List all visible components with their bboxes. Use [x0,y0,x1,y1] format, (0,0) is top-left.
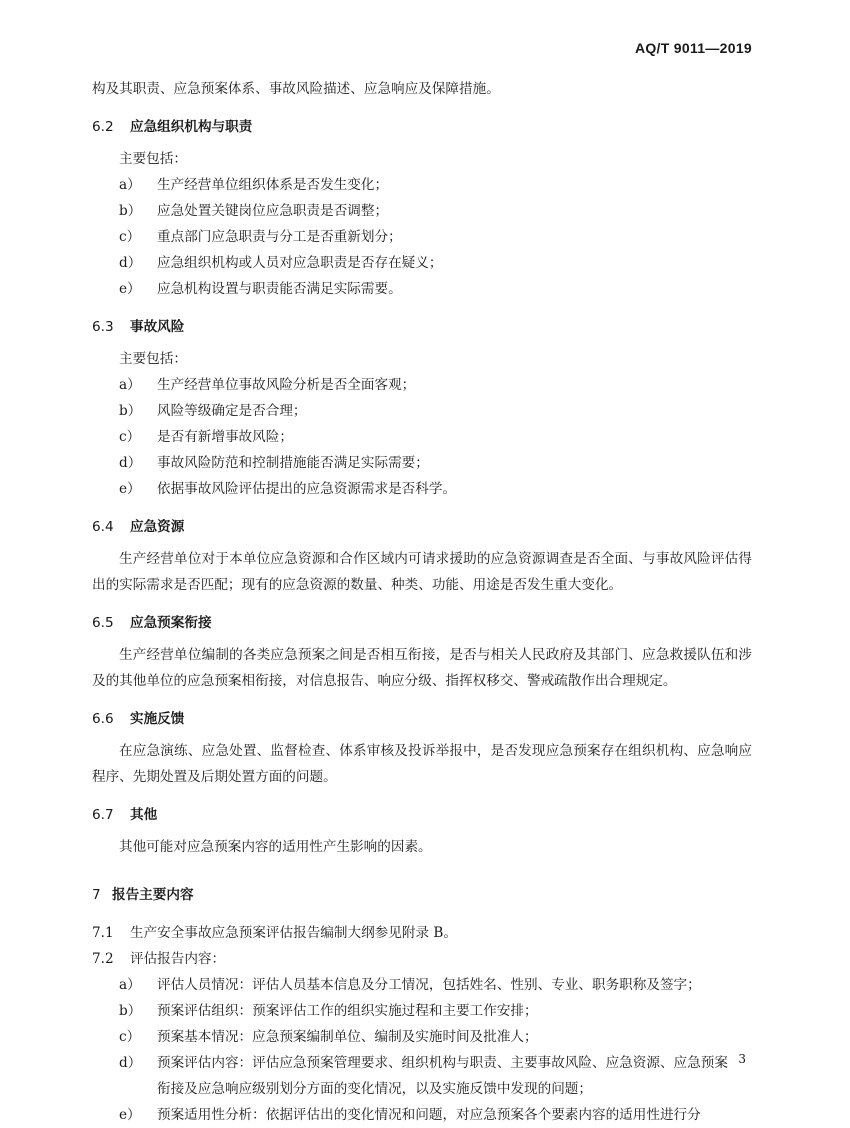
paragraph [92,834,752,860]
list-marker: b） [119,1003,142,1019]
list-item [92,450,752,476]
list-marker: b） [119,403,142,419]
list-marker: a） [119,177,141,193]
list-marker: c） [119,1029,141,1045]
heading-number: 6.3 [92,319,114,335]
list-item [92,276,752,302]
heading-title: 应急组织机构与职责 [130,119,253,135]
list-item [92,224,752,250]
list-item [92,476,752,502]
heading-title: 报告主要内容 [112,887,194,903]
paragraph-line: 险评估得出的实际需求是否匹配；现有的应急资源的数量、种类、功能、用途是否发生重大变化。 [92,551,752,593]
paragraph [92,642,752,694]
paragraph-line: 响应程序、先期处置及后期处置方面的问题。 [92,743,752,785]
heading-6-3 [92,314,752,340]
list-text: 重点部门应急职责与分工是否重新划分； [157,229,402,245]
list-item [92,250,752,276]
list-marker: d） [119,455,142,471]
list-item [92,1024,752,1050]
list-marker: e） [119,481,141,497]
clause-number: 7.1 [92,925,114,941]
list-marker: d） [119,1055,142,1071]
heading-number: 6.6 [92,711,114,727]
list-item [92,398,752,424]
heading-title: 应急资源 [130,519,185,535]
heading-title: 其他 [130,807,158,823]
heading-6-5 [92,610,752,636]
standard-code: AQ/T 9011—2019 [634,40,752,56]
list-text: 生产经营单位组织体系是否发生变化； [157,177,389,193]
intro-line: 主要包括： [119,151,187,167]
list-marker: e） [119,1107,141,1123]
list-text: 预案评估组织：预案评估工作的组织实施过程和主要工作安排； [157,1003,538,1019]
document-body [92,76,752,1128]
heading-number: 6.2 [92,119,114,135]
clause-7-2 [92,946,752,972]
continuation-line: 构及其职责、应急预案体系、事故风险描述、应急响应及保障措施。 [92,81,500,97]
list-text: 风险等级确定是否合理； [157,403,307,419]
list-text: 依据事故风险评估提出的应急资源需求是否科学。 [157,481,457,497]
list-text: 应急处置关键岗位应急职责是否调整； [157,203,389,219]
heading-6-6 [92,706,752,732]
heading-title: 应急预案衔接 [130,615,212,631]
heading-7 [92,882,752,908]
list-text: 应急组织机构或人员对应急职责是否存在疑义； [157,255,443,271]
paragraph-line: 生产经营单位编制的各类应急预案之间是否相互衔接，是否与相关人民政府及其部门、应急救援队 [119,647,711,663]
list-marker: c） [119,229,141,245]
list-text: 事故风险防范和控制措施能否满足实际需要； [157,455,429,471]
paragraph-line: 在应急演练、应急处置、监督检查、体系审核及投诉举报中，是否发现应急预案存在组织机构、应急 [119,743,725,759]
list-item [92,1050,752,1102]
list-marker: a） [119,977,141,993]
clause-text: 生产安全事故应急预案评估报告编制大纲参见附录 B。 [130,925,457,941]
list-item [92,1102,752,1128]
list-text: 是否有新增事故风险； [157,429,293,445]
list-item [92,198,752,224]
heading-number: 6.4 [92,519,114,535]
list-text: 预案基本情况：应急预案编制单位、编制及实施时间及批准人； [157,1029,538,1045]
heading-6-2 [92,114,752,140]
list-marker: a） [119,377,141,393]
list-text: 生产经营单位事故风险分析是否全面客观； [157,377,416,393]
page-number: 3 [738,1052,746,1066]
list-text: 评估人员情况：评估人员基本信息及分工情况，包括姓名、性别、专业、职务职称及签字； [157,977,701,993]
heading-title: 事故风险 [130,319,185,335]
list-text: 预案适用性分析：依据评估出的变化情况和问题，对应急预案各个要素内容的适用性进行分 [157,1107,701,1123]
heading-6-7 [92,802,752,828]
list-item [92,372,752,398]
paragraph-line: 其他可能对应急预案内容的适用性产生影响的因素。 [119,839,432,855]
list-text: 预案评估内容：评估应急预案管理要求、组织机构与职责、主要事故风险、应急资源、应急预案 [157,1055,728,1071]
clause-7-1 [92,920,752,946]
heading-number: 6.5 [92,615,114,631]
clause-text: 评估报告内容： [130,951,226,967]
list-item [92,424,752,450]
list-text-continued: 衔接及应急响应级别划分方面的变化情况，以及实施反馈中发现的问题； [157,1081,592,1097]
paragraph-line: 伍和涉及的其他单位的应急预案相衔接，对信息报告、响应分级、指挥权移交、警戒疏散作出合理规定。 [92,647,752,689]
heading-title: 实施反馈 [130,711,185,727]
list-item [92,998,752,1024]
paragraph [92,546,752,598]
clause-number: 7.2 [92,951,114,967]
heading-number: 7 [92,887,101,903]
list-marker: b） [119,203,142,219]
list-text: 应急机构设置与职责能否满足实际需要。 [157,281,402,297]
list-item [92,172,752,198]
paragraph-line: 生产经营单位对于本单位应急资源和合作区域内可请求援助的应急资源调查是否全面、与事故风 [119,551,698,567]
intro-line: 主要包括： [119,351,187,367]
paragraph [92,738,752,790]
list-marker: c） [119,429,141,445]
list-marker: d） [119,255,142,271]
heading-number: 6.7 [92,807,114,823]
list-marker: e） [119,281,141,297]
heading-6-4 [92,514,752,540]
list-item [92,972,752,998]
